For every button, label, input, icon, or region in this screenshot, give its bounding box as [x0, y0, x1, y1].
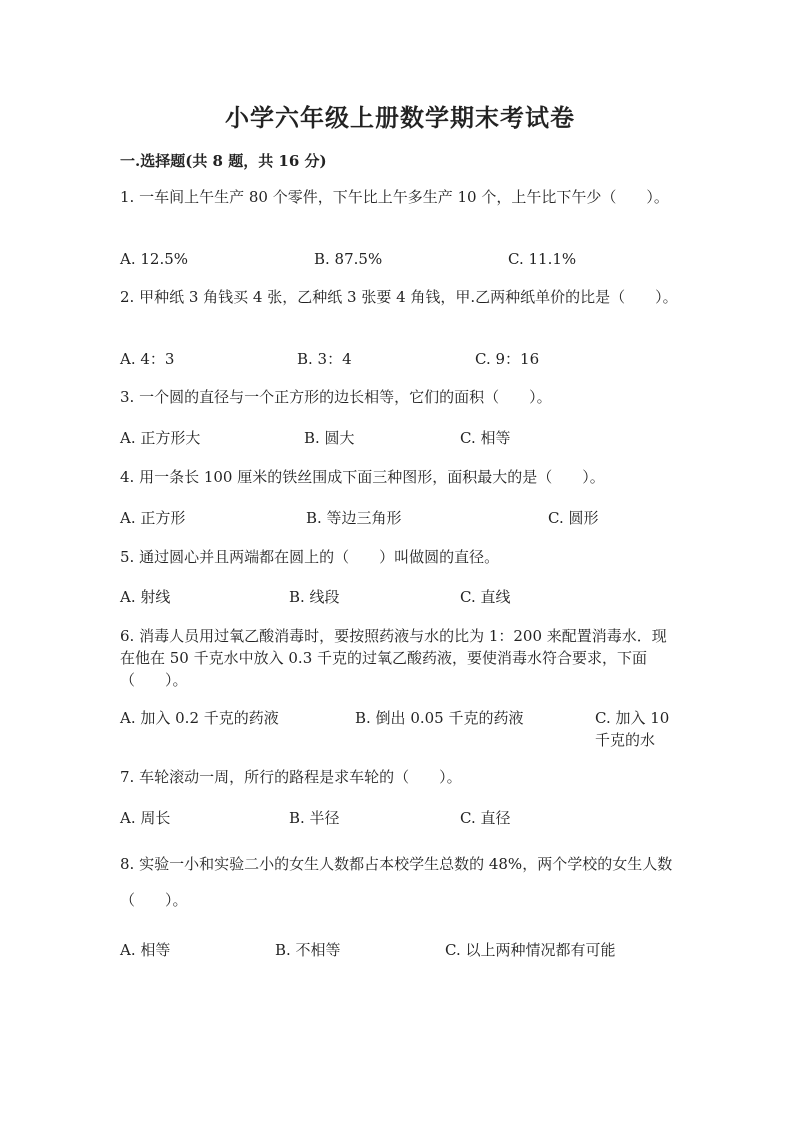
question-7: 7. 车轮滚动一周，所行的路程是求车轮的（ ）。: [120, 768, 462, 786]
option-a: A. 4：3: [120, 350, 175, 368]
option-c: C. 直线: [460, 588, 511, 606]
option-a: A. 加入 0.2 千克的药液: [120, 709, 279, 727]
option-a: A. 正方形: [120, 509, 186, 527]
options-3: [120, 427, 680, 471]
page-title: 小学六年级上册数学期末考试卷: [225, 103, 575, 132]
question-1: 1. 一车间上午生产 80 个零件，下午比上午多生产 10 个，上午比下午少（ ）。: [120, 188, 669, 206]
option-b: B. 不相等: [275, 941, 341, 959]
option-c: C. 相等: [460, 429, 511, 447]
option-b: B. 线段: [289, 588, 340, 606]
option-a: A. 射线: [120, 588, 171, 606]
option-a: A. 周长: [120, 809, 171, 827]
option-c: C. 直径: [460, 809, 511, 827]
options-6: [120, 707, 680, 751]
question-4: 4. 用一条长 100 厘米的铁丝围成下面三种图形，面积最大的是（ ）。: [120, 468, 605, 486]
question-6: 6. 消毒人员用过氧乙酸消毒时，要按照药液与水的比为 1：200 来配置消毒水．现在他在 50 千克水中放入 0.3 千克的过氧乙酸药液，要使消毒水符合要求，下面（ ）。: [120, 627, 667, 689]
option-c: C. 加入 10 千克的水: [595, 709, 670, 749]
question-8: 8. 实验一小和实验二小的女生人数都占本校学生总数的 48%，两个学校的女生人数（ ）。: [120, 855, 673, 909]
option-b: B. 等边三角形: [306, 509, 402, 527]
option-b: B. 圆大: [304, 429, 355, 447]
option-c: C. 9：16: [475, 350, 540, 368]
option-a: A. 12.5%: [120, 250, 189, 268]
question-5: 5. 通过圆心并且两端都在圆上的（ ）叫做圆的直径。: [120, 548, 500, 566]
options-8: [120, 939, 680, 983]
option-c: C. 圆形: [548, 509, 599, 527]
section-heading: 一.选择题(共 8 题，共 16 分): [120, 152, 327, 170]
question-2: 2. 甲种纸 3 角钱买 4 张，乙种纸 3 张要 4 角钱，甲.乙两种纸单价的比是（ ）。: [120, 288, 678, 306]
options-4: [120, 507, 680, 551]
question-3: 3. 一个圆的直径与一个正方形的边长相等，它们的面积（ ）。: [120, 388, 552, 406]
option-b: B. 87.5%: [314, 250, 383, 268]
option-b: B. 倒出 0.05 千克的药液: [355, 709, 524, 727]
option-b: B. 半径: [289, 809, 340, 827]
option-a: A. 正方形大: [120, 429, 201, 447]
options-5: [120, 586, 680, 630]
option-c: C. 以上两种情况都有可能: [445, 941, 616, 959]
option-a: A. 相等: [120, 941, 171, 959]
options-7: [120, 807, 680, 851]
option-b: B. 3：4: [297, 350, 352, 368]
option-c: C. 11.1%: [508, 250, 577, 268]
